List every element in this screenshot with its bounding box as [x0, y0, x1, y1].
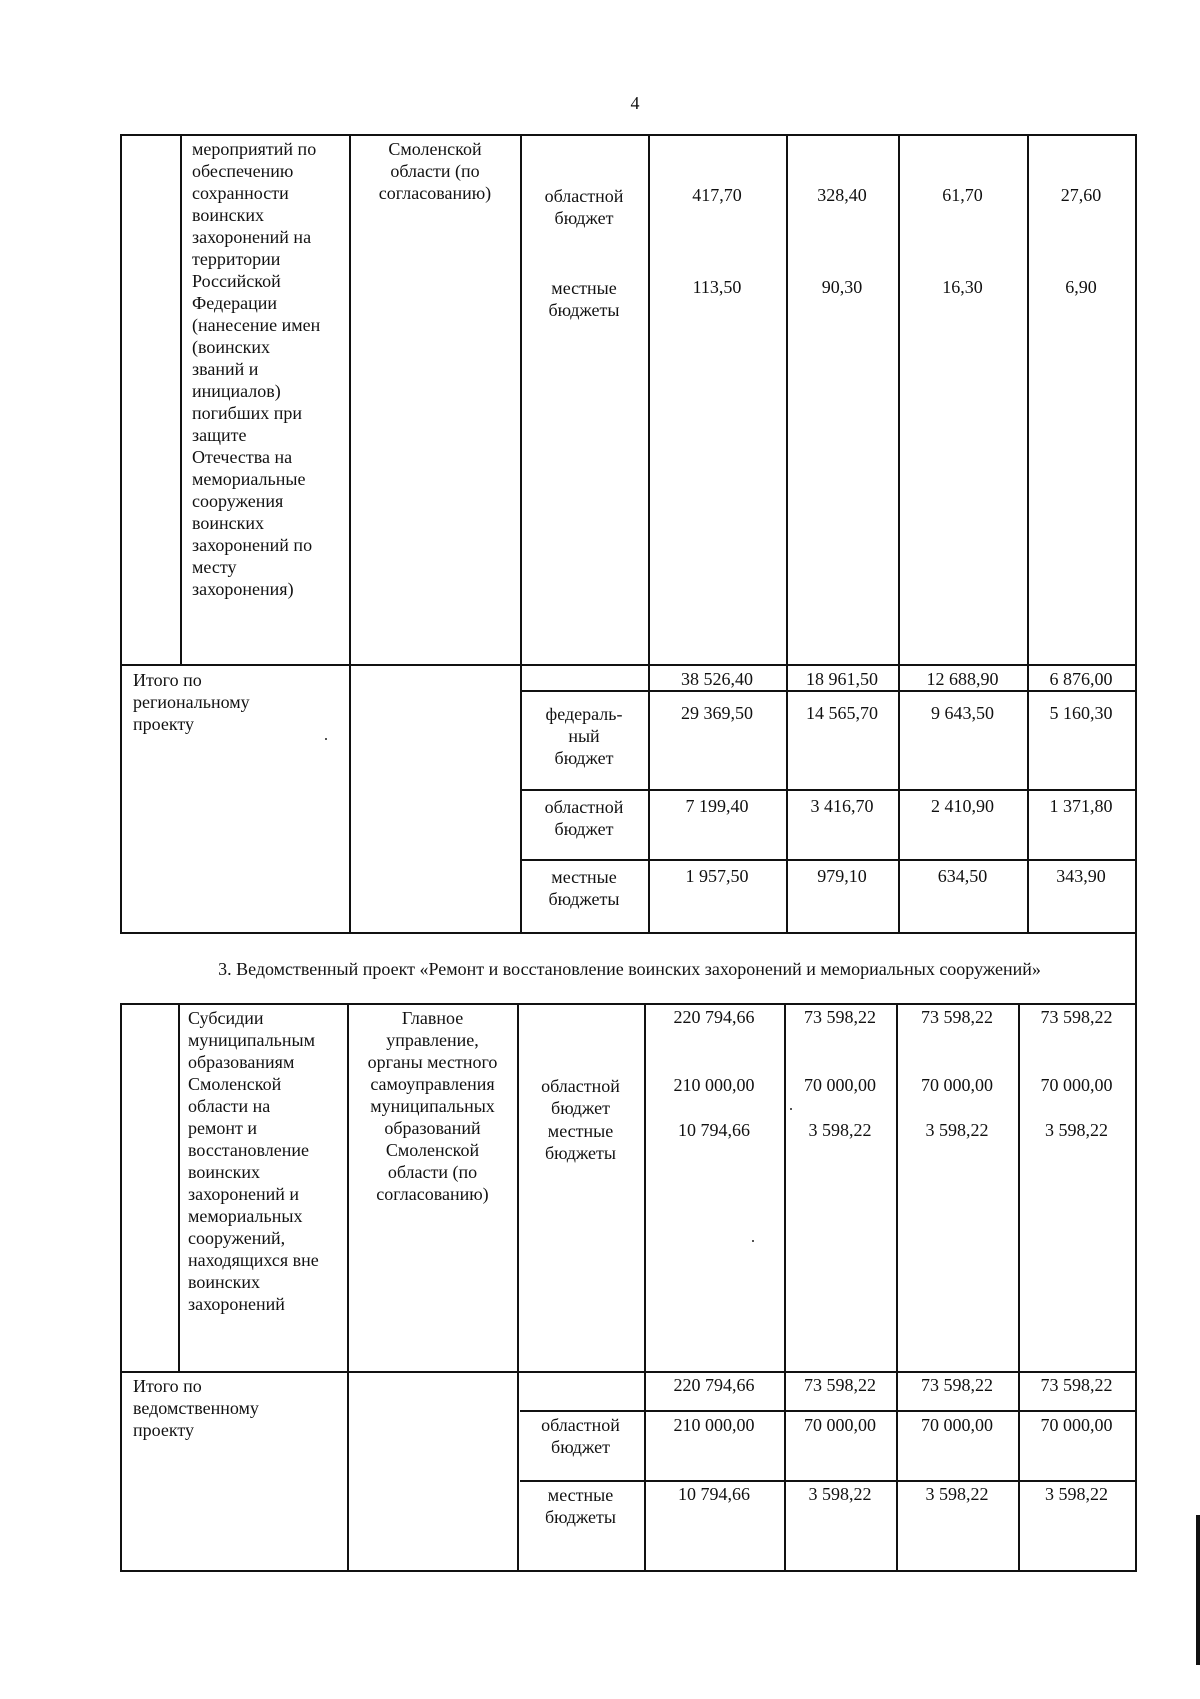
amount-year-3: 343,90 — [1056, 866, 1106, 886]
amount-total: 210 000,00 — [673, 1075, 755, 1095]
amount-total: 220 794,66 — [673, 1375, 755, 1395]
amount-year-2: 3 598,22 — [925, 1120, 989, 1140]
executor-description: Смоленской области (по согласованию) — [378, 139, 492, 203]
amount-year-2: 61,70 — [942, 185, 983, 205]
amount-year-3: 6 876,00 — [1049, 669, 1113, 689]
amount-year-3: 70 000,00 — [1040, 1075, 1113, 1095]
amount-total: 220 794,66 — [673, 1007, 755, 1027]
amount-year-1: 3 598,22 — [808, 1484, 872, 1504]
amount-total: 10 794,66 — [678, 1120, 750, 1140]
scan-speck — [790, 1108, 792, 1110]
column-divider — [180, 134, 182, 664]
row-divider — [520, 859, 1137, 861]
scan-edge-mark — [1196, 1515, 1200, 1665]
funding-source: областной бюджет — [541, 1076, 620, 1118]
amount-total: 1 957,50 — [685, 866, 749, 886]
amount-year-3: 5 160,30 — [1049, 703, 1113, 723]
row-divider — [520, 690, 1137, 692]
row-divider — [120, 1371, 1137, 1373]
amount-total: 417,70 — [692, 185, 742, 205]
table-border-right — [1135, 134, 1137, 1572]
table-border-left — [120, 1003, 122, 1572]
table-border-bottom — [120, 1570, 1137, 1572]
event-description: Субсидии муниципальным образованиям Смоленской области на ремонт и восстановление воинских захоронений и мемориальных сооружений, находящихся вне воинских захоронений — [188, 1008, 319, 1314]
funding-source: областной бюджет — [544, 186, 624, 228]
row-divider — [520, 789, 1137, 791]
amount-total: 113,50 — [692, 277, 742, 297]
funding-source: областной бюджет — [544, 797, 624, 839]
amount-year-3: 73 598,22 — [1040, 1007, 1113, 1027]
funding-source: местные бюджеты — [548, 278, 620, 320]
amount-year-1: 3 598,22 — [808, 1120, 872, 1140]
amount-year-3: 3 598,22 — [1045, 1120, 1108, 1140]
event-description: мероприятий по обеспечению сохранности воинских захоронений на территории Российской Федерации (нанесение имен (воинских званий и инициалов) погибших при защите Отечества на мемориальные сооружения воинских захоронений по месту захоронения) — [192, 139, 321, 599]
amount-year-2: 70 000,00 — [921, 1075, 993, 1095]
executor-description: Главное управление, органы местного самоуправления муниципальных образований Смоленской области (по согласованию) — [367, 1008, 498, 1204]
funding-source: областной бюджет — [541, 1415, 620, 1457]
amount-year-2: 634,50 — [937, 866, 988, 886]
amount-total: 7 199,40 — [685, 796, 749, 816]
row-divider — [120, 932, 1137, 934]
row-divider — [120, 1003, 1137, 1005]
amount-year-2: 3 598,22 — [925, 1484, 989, 1504]
amount-year-1: 90,30 — [821, 277, 863, 297]
amount-year-1: 3 416,70 — [810, 796, 874, 816]
amount-year-3: 3 598,22 — [1045, 1484, 1108, 1504]
column-divider — [178, 1003, 180, 1371]
amount-total: 10 794,66 — [678, 1484, 750, 1504]
section-heading: 3. Ведомственный проект «Ремонт и восстановление воинских захоронений и мемориальных сооружений» — [218, 959, 1041, 979]
amount-year-2: 73 598,22 — [921, 1007, 993, 1027]
funding-source: местные бюджеты — [548, 867, 620, 909]
amount-year-2: 73 598,22 — [921, 1375, 993, 1395]
total-regional-label: Итого по региональному проекту — [133, 670, 250, 734]
amount-total: 38 526,40 — [681, 669, 753, 689]
amount-year-3: 70 000,00 — [1040, 1415, 1113, 1435]
amount-year-1: 70 000,00 — [804, 1415, 876, 1435]
amount-year-2: 12 688,90 — [926, 669, 999, 689]
amount-year-1: 328,40 — [817, 185, 867, 205]
row-divider — [120, 664, 1137, 666]
amount-year-3: 6,90 — [1065, 277, 1097, 297]
funding-source: местные бюджеты — [545, 1485, 616, 1527]
amount-year-3: 27,60 — [1060, 185, 1102, 205]
total-departmental-label: Итого по ведомственному проекту — [133, 1376, 259, 1440]
scan-speck — [325, 738, 327, 740]
table-border-top — [120, 134, 1137, 136]
funding-source: местные бюджеты — [545, 1121, 616, 1163]
amount-total: 29 369,50 — [681, 703, 753, 723]
amount-year-3: 73 598,22 — [1040, 1375, 1113, 1395]
scan-speck — [752, 1240, 754, 1242]
amount-year-1: 14 565,70 — [806, 703, 878, 723]
table-border-left — [120, 134, 122, 934]
row-divider — [520, 1410, 1137, 1412]
amount-total: 210 000,00 — [673, 1415, 755, 1435]
amount-year-2: 9 643,50 — [931, 703, 994, 723]
column-divider — [349, 134, 351, 934]
amount-year-2: 70 000,00 — [921, 1415, 993, 1435]
funding-source: федераль- ный бюджет — [545, 704, 623, 768]
amount-year-3: 1 371,80 — [1049, 796, 1113, 816]
amount-year-1: 73 598,22 — [804, 1375, 876, 1395]
column-divider — [347, 1003, 349, 1572]
page-number: 4 — [630, 93, 640, 113]
amount-year-2: 16,30 — [942, 277, 983, 297]
amount-year-1: 979,10 — [817, 866, 867, 886]
amount-year-1: 73 598,22 — [804, 1007, 876, 1027]
amount-year-2: 2 410,90 — [931, 796, 994, 816]
amount-year-1: 18 961,50 — [806, 669, 878, 689]
amount-year-1: 70 000,00 — [804, 1075, 876, 1095]
row-divider — [520, 1480, 1137, 1482]
